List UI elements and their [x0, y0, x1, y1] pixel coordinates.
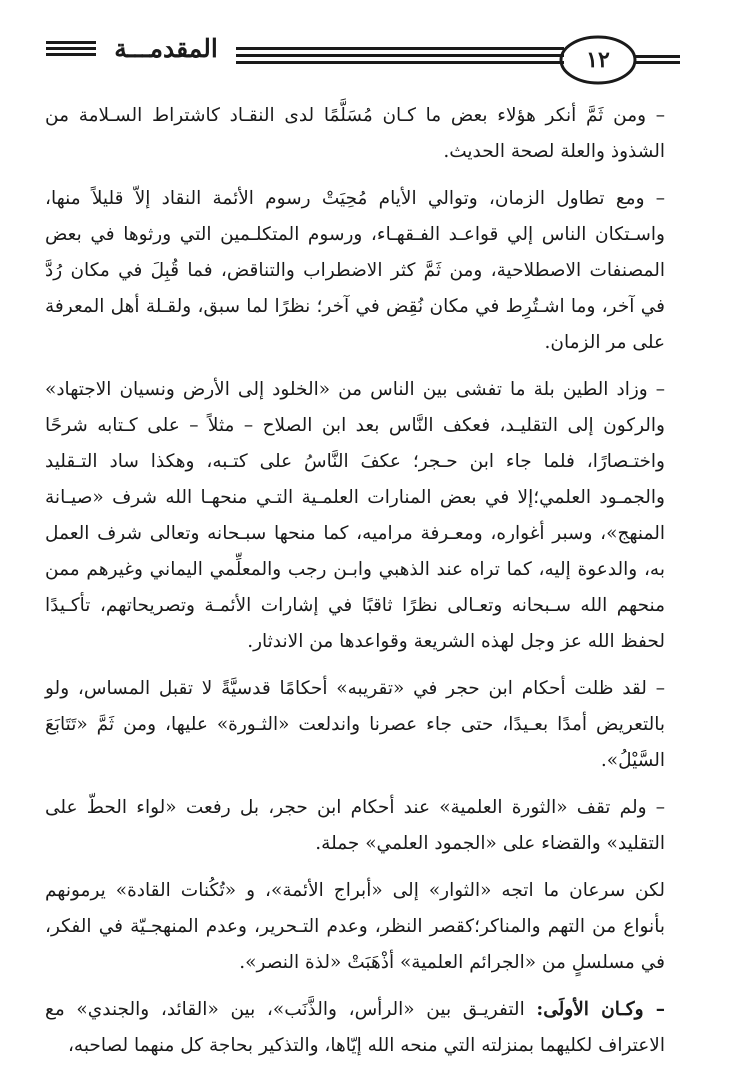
- page-number: ١٢: [586, 47, 610, 73]
- page-header: [0, 0, 731, 95]
- header-rule: [236, 54, 564, 57]
- paragraph: [45, 372, 665, 660]
- paragraph-lead: – وكـان الأولَى:: [536, 999, 666, 1020]
- paragraph: [45, 98, 665, 170]
- paragraph: [45, 992, 665, 1064]
- section-title: المقدمـــة: [114, 33, 218, 63]
- paragraph-text: – ومع تطاول الزمان، وتوالي الأيام مُحِيَتْ رسوم الأئمة النقاد إلاّ قليلاً منها، واسـتكان الناس إلي قواعـد الفـقهـاء، ورسوم المتكلـمين التي ورثوها في بعض المصنفات الاصطلاحية، ومن ثَمَّ كثر الاضطراب والتناقض، فما قُبِلَ في مكان رُدَّ في آخر، وما اشـتُرِط في مكان نُقِض في آخر؛ نظرًا لما سبق، ولقـلة أهل المعرفة على مر الزمان.: [45, 188, 665, 353]
- paragraph-text: التفريـق بين «الرأس، والذَّنَب»، بين «القائد، والجندي» مع الاعتراف لكليهما بمنزلته التي منحه الله إيّاها، والتذكير بحاجة كل منهما لصاحبه،: [45, 999, 665, 1056]
- header-rule: [635, 55, 680, 58]
- page-body: [45, 98, 665, 1075]
- header-rule: [236, 61, 564, 64]
- paragraph-text: – ولم تقف «الثورة العلمية» عند أحكام ابن حجر، بل رفعت «لواء الحطّ على التقليد» والقضاء على «الجمود العلمي» جملة.: [45, 797, 665, 854]
- header-ornament-bar: [46, 53, 96, 56]
- header-rule: [635, 61, 680, 64]
- paragraph: [45, 873, 665, 981]
- header-ornament-bar: [46, 41, 96, 44]
- paragraph-text: لكن سرعان ما اتجه «الثوار» إلى «أبراج الأئمة»، و «تُكُنات القادة» يرمونهم بأنواع من التهم والمناكر؛كقصر النظر، وعدم التـحرير، وعدم المنهجـيّة في الفكر، في مسلسلٍ من «الجرائم العلمية» أذْهَبَتْ «لذة النصر».: [45, 880, 665, 973]
- header-ornament-bar: [46, 47, 96, 50]
- paragraph-text: – لقد ظلت أحكام ابن حجر في «تقريبه» أحكامًا قدسيَّةً لا تقبل المساس، ولو بالتعريض أمدًا بعـيدًا، حتى جاء عصرنا واندلعت «الثـورة» عليها، ومن ثَمَّ «تَتَابَعَ السَّيْلُ».: [45, 678, 665, 771]
- paragraph: [45, 181, 665, 361]
- paragraph-text: – ومن ثَمَّ أنكر هؤلاء بعض ما كـان مُسَلَّمًا لدى النقـاد كاشتراط السـلامة من الشذوذ والعلة لصحة الحديث.: [45, 105, 665, 162]
- paragraph-text: – وزاد الطين بلة ما تفشى بين الناس من «الخلود إلى الأرض ونسيان الاجتهاد» والركون إلى التقليـد، فعكف النَّاس بعد ابن الصلاح – مثلاً – على كـتابه شرحًا واختـصارًا، فلما جاء ابن حـجر؛ عكفَ النَّاسُ على كتـبه، وهكذا ساد التـقليد والجمـود العلمي؛إلا في بعض المنارات العلمـية التـي منحهـا الله شرف «صيـانة المنهج»، وسبر أغواره، ومعـرفة مراميه، كما منحها سبـحانه وتعالى شرف العمل به، والدعوة إليه، كما تراه عند الذهبي وابـن رجب والمعلِّمي اليماني وغيرهم ممن منحهم الله سـبحانه وتعـالى نظرًا ثاقبًا في إشارات الأئمـة وتصريحاتهم، تأكـيدًا لحفظ الله عز وجل لهذه الشريعة وقواعدها من الاندثار.: [45, 379, 665, 652]
- paragraph: [45, 671, 665, 779]
- paragraph: [45, 790, 665, 862]
- header-rule: [236, 47, 564, 50]
